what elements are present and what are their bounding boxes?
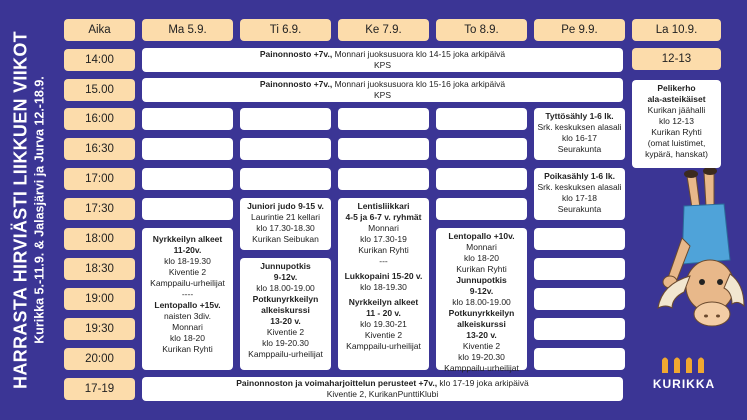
empty-slot — [142, 138, 233, 160]
header-tuesday: Ti 6.9. — [240, 19, 331, 41]
empty-slot — [240, 168, 331, 190]
event-club: Kurikan Ryhti — [358, 245, 409, 255]
event-place: Laurintie 21 kellari — [251, 212, 320, 222]
event-time: klo 12-13 — [659, 116, 694, 126]
banner-text: Monnari juoksusuora klo 14-15 joka arkipäivä — [332, 49, 506, 59]
event-title: 9-12v. — [273, 272, 298, 282]
event-club: Kamppailu-urheilijat — [444, 363, 519, 373]
event-banner-painonnosto-15 — [142, 78, 623, 102]
event-club: Seurakunta — [557, 144, 602, 154]
event-place: Kiventie 2 — [364, 330, 403, 340]
event-title: Potkunyrkkeilyn — [448, 308, 515, 318]
event-title: Nyrkkeilyn alkeet — [348, 297, 419, 307]
event-banner-voimaharjoittelu — [142, 377, 623, 401]
header-thursday: To 8.9. — [436, 19, 527, 41]
banner-title: Painonnosto +7v., — [259, 49, 333, 59]
event-note: (omat luistimet, — [647, 138, 706, 148]
empty-slot — [240, 108, 331, 130]
event-time: klo 16-17 — [562, 133, 597, 143]
event-time: klo 17-18 — [562, 193, 597, 203]
event-title: Poikasähly 1-6 lk. — [544, 171, 615, 181]
event-title: alkeiskurssi — [457, 319, 506, 329]
event-friday-tyttosahly — [534, 108, 625, 160]
event-place: Srk. keskuksen alasali — [537, 122, 622, 132]
event-detail: naisten 3div. — [163, 311, 212, 321]
event-club: Kurikan Ryhti — [162, 344, 213, 354]
event-title: Lukkopaini 15-20 v. — [344, 271, 423, 281]
empty-slot — [142, 108, 233, 130]
header-friday: Pe 9.9. — [534, 19, 625, 41]
event-title: Lentopallo +10v. — [448, 231, 515, 241]
event-saturday-pelikerho — [632, 80, 721, 168]
time-label: 17-19 — [64, 378, 135, 400]
event-time: klo 18-20 — [170, 333, 205, 343]
event-title: Lentisliikkari — [357, 201, 410, 211]
banner-text: klo 17-19 joka arkipäivä — [437, 378, 529, 388]
empty-slot — [240, 138, 331, 160]
event-club: Kurikan Ryhti — [456, 264, 507, 274]
header-aika: Aika — [64, 19, 135, 41]
event-time: klo 18.00-19.00 — [256, 283, 315, 293]
time-label: 17:30 — [64, 198, 135, 220]
event-place: Monnari — [172, 322, 203, 332]
empty-slot — [436, 138, 527, 160]
event-club: Kamppailu-urheilijat — [150, 278, 225, 288]
logo-text: KURIKKA — [652, 377, 716, 391]
separator: --- — [379, 256, 388, 266]
event-time: klo 18-20 — [464, 253, 499, 263]
event-friday-poikasahly — [534, 168, 625, 220]
event-club: Kamppailu-urheilijat — [248, 349, 323, 359]
event-title: Junnupotkis — [456, 275, 507, 285]
banner-text: Monnari juoksusuora klo 15-16 joka arkipäivä — [332, 79, 506, 89]
event-title: Junnupotkis — [260, 261, 311, 271]
empty-slot — [534, 318, 625, 340]
event-place: Monnari — [368, 223, 399, 233]
time-label: 18:30 — [64, 258, 135, 280]
time-label: 18:00 — [64, 228, 135, 250]
time-label: 15.00 — [64, 79, 135, 101]
kurikka-crest-icon — [659, 353, 709, 375]
event-title: 11-20v. — [173, 245, 202, 255]
saturday-time-pill: 12-13 — [632, 48, 721, 70]
time-label: 17:00 — [64, 168, 135, 190]
event-note: kypärä, hanskat) — [645, 149, 708, 159]
header-saturday: La 10.9. — [632, 19, 721, 41]
time-label: 20:00 — [64, 348, 135, 370]
event-wednesday — [338, 198, 429, 370]
event-time: klo 18.00-19.00 — [452, 297, 511, 307]
time-label: 14:00 — [64, 49, 135, 71]
event-place: Kiventie 2 — [168, 267, 207, 277]
empty-slot — [534, 288, 625, 310]
event-title: ala-asteikäiset — [647, 94, 706, 104]
banner-club: KPS — [373, 60, 391, 70]
event-place: Kiventie 2 — [266, 327, 305, 337]
event-place: Kiventie 2 — [462, 341, 501, 351]
event-title: Potkunyrkkeilyn — [252, 294, 319, 304]
event-title: Lentopallo +15v. — [154, 300, 221, 310]
empty-slot — [338, 138, 429, 160]
event-title: alkeiskurssi — [261, 305, 310, 315]
event-tuesday-potkunyrkkeily — [240, 258, 331, 370]
empty-slot — [338, 168, 429, 190]
empty-slot — [436, 108, 527, 130]
event-club: Kurikan Ryhti — [651, 127, 702, 137]
event-time: klo 19-20.30 — [458, 352, 505, 362]
banner-club: KPS — [373, 90, 391, 100]
event-title: Pelikerho — [657, 83, 696, 93]
event-time: klo 17.30-18.30 — [256, 223, 315, 233]
kurikka-logo — [648, 348, 720, 396]
side-title — [0, 0, 58, 420]
time-label: 19:00 — [64, 288, 135, 310]
event-place: Monnari — [466, 242, 497, 252]
event-time: klo 18-19.30 — [164, 256, 211, 266]
empty-slot — [142, 198, 233, 220]
banner-title: Painonnoston ja voimaharjoittelun perusteet +7v., — [236, 378, 438, 388]
event-thursday — [436, 228, 527, 373]
time-label: 19:30 — [64, 318, 135, 340]
header-monday: Ma 5.9. — [142, 19, 233, 41]
empty-slot — [534, 348, 625, 370]
empty-slot — [338, 108, 429, 130]
separator: ---- — [181, 289, 194, 299]
event-time: klo 19-20.30 — [262, 338, 309, 348]
event-club: Kurikan Seibukan — [252, 234, 319, 244]
event-title: 13-20 v. — [270, 316, 301, 326]
event-monday — [142, 228, 233, 370]
event-tuesday-judo — [240, 198, 331, 250]
event-title: 4-5 ja 6-7 v. ryhmät — [345, 212, 422, 222]
campaign-title: HARRASTA HIRVIÄSTI LIIKKUEN VIIKOT — [10, 31, 31, 389]
event-club: Kamppailu-urheilijat — [346, 341, 421, 351]
event-title: Tyttösähly 1-6 lk. — [545, 111, 614, 121]
empty-slot — [534, 228, 625, 250]
event-title: 11 - 20 v. — [366, 308, 401, 318]
event-time: klo 18-19.30 — [360, 282, 407, 292]
event-title: 9-12v. — [469, 286, 494, 296]
event-place: Kurikan jäähalli — [647, 105, 706, 115]
banner-title: Painonnosto +7v., — [259, 79, 333, 89]
event-place: Srk. keskuksen alasali — [537, 182, 622, 192]
event-banner-painonnosto-14 — [142, 48, 623, 72]
event-time: klo 19.30-21 — [360, 319, 407, 329]
header-wednesday: Ke 7.9. — [338, 19, 429, 41]
event-title: Nyrkkeilyn alkeet — [152, 234, 223, 244]
event-time: klo 17.30-19 — [360, 234, 407, 244]
event-club: Seurakunta — [557, 204, 602, 214]
time-label: 16:30 — [64, 138, 135, 160]
empty-slot — [436, 168, 527, 190]
empty-slot — [142, 168, 233, 190]
campaign-subtitle: Kurikka 5.-11.9. & Jalasjärvi ja Jurva 12.-18.9. — [32, 76, 47, 344]
event-title: Juniori judo 9-15 v. — [247, 201, 324, 211]
time-label: 16:00 — [64, 108, 135, 130]
banner-club: Kiventie 2, KurikanPunttiKlubi — [326, 389, 439, 399]
moose-mascot-illustration — [632, 168, 747, 346]
event-title: 13-20 v. — [466, 330, 497, 340]
empty-slot — [436, 198, 527, 220]
empty-slot — [534, 258, 625, 280]
